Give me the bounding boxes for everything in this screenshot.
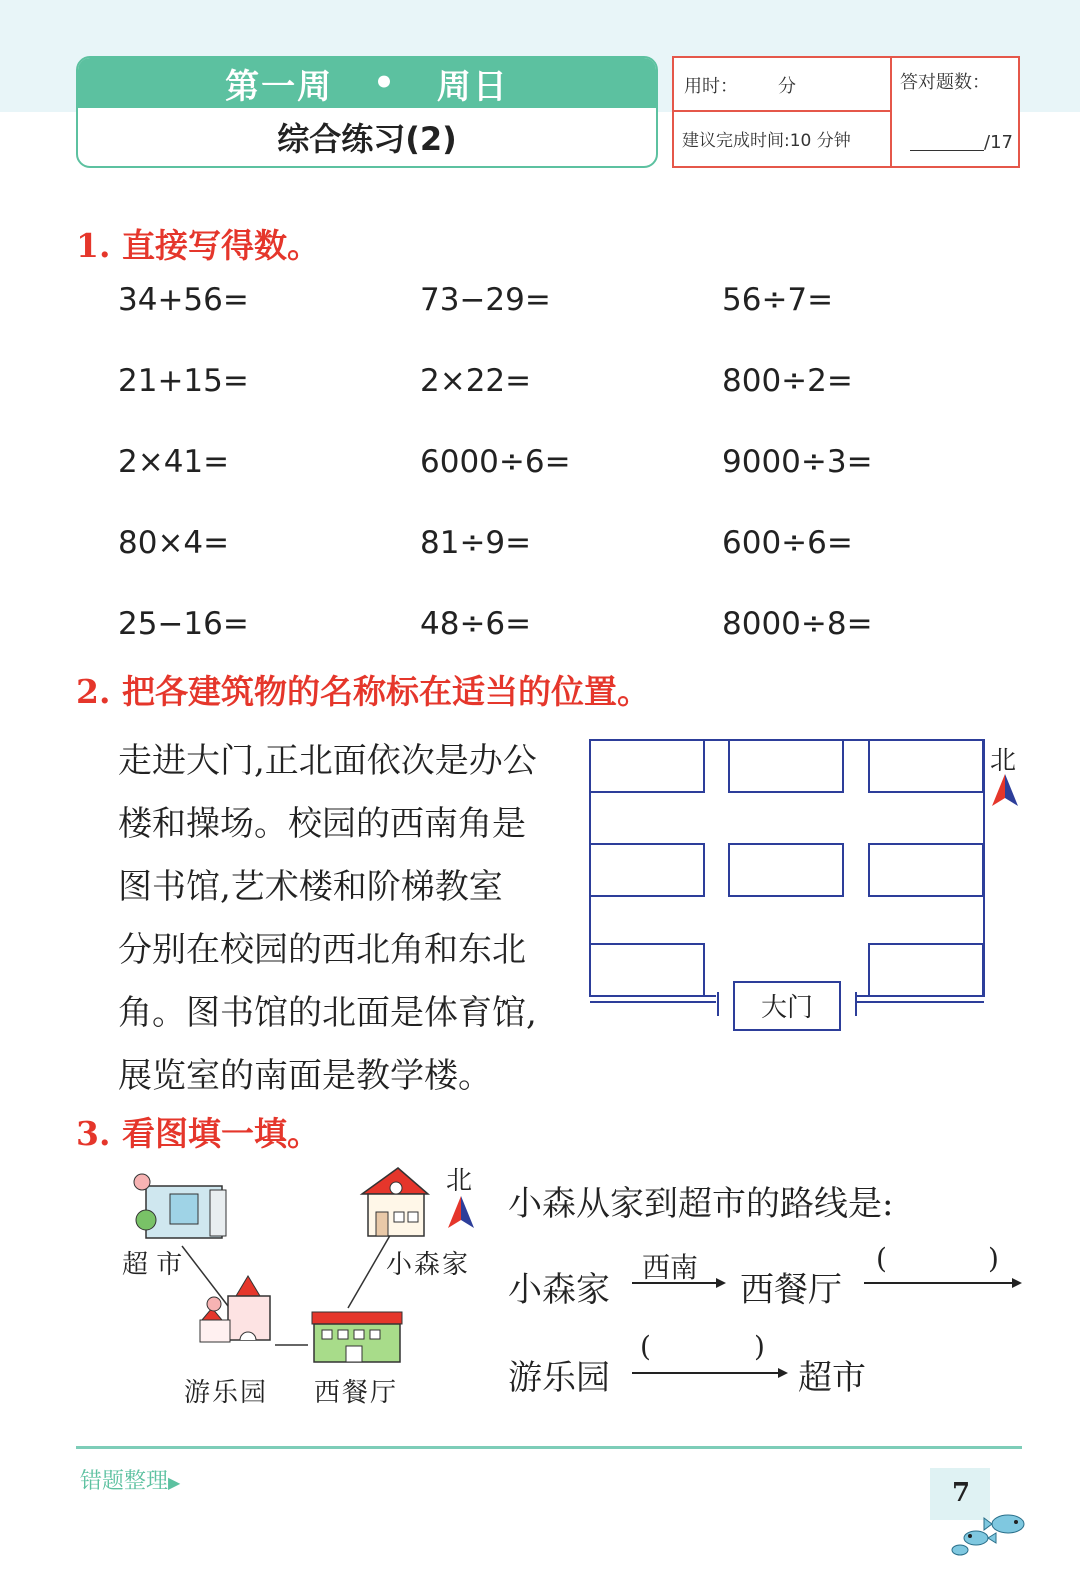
expression: 800÷2= (722, 363, 853, 399)
expression: 25−16= (118, 606, 249, 642)
page-number: 7 (952, 1478, 971, 1508)
question-1-title (76, 220, 320, 267)
expression: 6000÷6= (420, 444, 571, 480)
title-banner (78, 58, 656, 108)
question-number: 1. (76, 226, 111, 265)
building-blank (869, 740, 983, 792)
blank-close: ) (754, 1330, 765, 1363)
building-blank (590, 740, 704, 792)
question-3-title (76, 1108, 320, 1155)
home-label: 小森家 (386, 1250, 471, 1280)
question-2-title (76, 666, 650, 713)
arrow-icon (632, 1276, 726, 1290)
question-text: 直接写得数。 (121, 226, 320, 265)
building-blank (590, 844, 704, 896)
route1-mid: 西餐厅 (740, 1270, 842, 1310)
supermarket-label: 超 市 (122, 1250, 183, 1280)
lesson-subtitle: 综合练习(2) (277, 120, 457, 158)
building-blank (590, 944, 704, 996)
play-triangle-icon: ▶ (168, 1473, 181, 1492)
description-line: 分别在校园的西北角和东北 (118, 930, 526, 970)
arrow-blank[interactable] (632, 1366, 788, 1380)
route-prompt: 小森从家到超市的路线是: (508, 1184, 894, 1224)
blank-open: ( (640, 1330, 651, 1363)
building-blank (869, 944, 983, 996)
north-label: 北 (446, 1166, 473, 1196)
day-label: 周日 (436, 66, 509, 107)
path-line (182, 1246, 228, 1306)
expression: 21+15= (118, 363, 249, 399)
total-count: /17 (984, 132, 1013, 153)
time-unit: 分 (778, 76, 796, 97)
arrow-blank[interactable] (864, 1276, 1022, 1290)
expression: 8000÷8= (722, 606, 873, 642)
route2-start: 游乐园 (508, 1358, 610, 1398)
route1-start: 小森家 (508, 1270, 610, 1310)
supermarket-icon (134, 1174, 226, 1238)
building-blank (869, 844, 983, 896)
footer-divider (76, 1446, 1022, 1449)
score-blank[interactable] (910, 150, 984, 151)
description-line: 走进大门,正北面依次是办公 (118, 741, 537, 781)
route1-direction: 西南 (642, 1251, 699, 1284)
question-text: 把各建筑物的名称标在适当的位置。 (121, 672, 650, 711)
north-arrow-icon (446, 1194, 476, 1230)
building-blank (729, 844, 843, 896)
expression: 56÷7= (722, 282, 834, 318)
route-map (110, 1160, 490, 1420)
expression: 2×22= (420, 363, 532, 399)
expression: 48÷6= (420, 606, 532, 642)
blank-close: ) (988, 1242, 999, 1275)
home-icon (362, 1168, 428, 1236)
gate-label: 大门 (760, 993, 814, 1023)
campus-outline (590, 740, 984, 996)
route2-end: 超市 (798, 1358, 866, 1398)
description-line: 楼和操场。校园的西南角是 (118, 804, 526, 844)
wrong-answers-label: 错题整理 (80, 1469, 169, 1494)
expression: 73−29= (420, 282, 551, 318)
description-line: 角。图书馆的北面是体育馆, (118, 993, 537, 1033)
time-score-box (672, 56, 1020, 168)
divider (674, 110, 890, 112)
restaurant-label: 西餐厅 (314, 1378, 399, 1408)
description-line: 图书馆,艺术楼和阶梯教室 (118, 867, 503, 907)
question-number: 2. (76, 672, 111, 711)
week-label: 第一周 (225, 66, 334, 107)
expression: 2×41= (118, 444, 230, 480)
suggested-time: 建议完成时间:10 分钟 (682, 131, 851, 151)
lesson-title-box (76, 56, 658, 168)
park-label: 游乐园 (184, 1378, 269, 1408)
correct-count-label: 答对题数： (900, 72, 990, 93)
description-line: 展览室的南面是教学楼。 (118, 1056, 492, 1096)
question-text: 看图填一填。 (121, 1114, 320, 1153)
north-arrow-icon (990, 772, 1020, 808)
park-icon (200, 1276, 270, 1342)
question-number: 3. (76, 1114, 111, 1153)
title-dot: • (373, 63, 397, 103)
expression: 81÷9= (420, 525, 532, 561)
expression: 80×4= (118, 525, 230, 561)
time-used-label: 用时： (684, 76, 738, 97)
fish-icon (948, 1508, 1032, 1558)
question-2-description (118, 730, 588, 1108)
building-blank (729, 740, 843, 792)
expression: 600÷6= (722, 525, 853, 561)
wrong-answers-link[interactable] (80, 1464, 180, 1495)
north-label: 北 (990, 746, 1017, 776)
restaurant-icon (312, 1312, 402, 1362)
blank-open: ( (876, 1242, 887, 1275)
expression: 34+56= (118, 282, 249, 318)
divider (890, 58, 892, 166)
campus-map (586, 736, 1026, 1036)
expression: 9000÷3= (722, 444, 873, 480)
